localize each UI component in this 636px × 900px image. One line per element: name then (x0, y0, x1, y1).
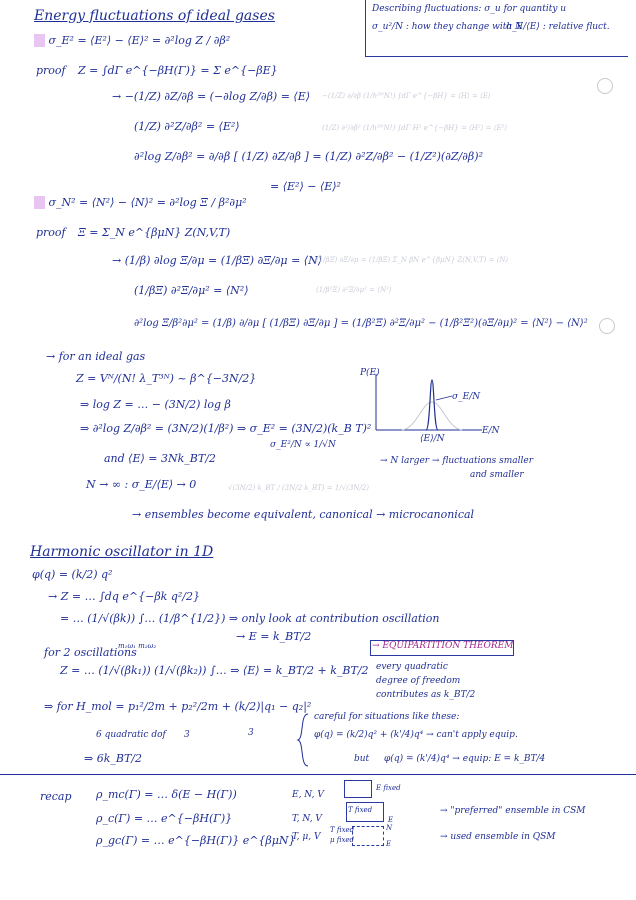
recap-note-c: → "preferred" ensemble in CSM (440, 806, 586, 816)
proof-xi: Ξ = Σ_N e^{βμN} Z(N,V,T) (78, 226, 231, 239)
particle-step-2: (1/βΞ) ∂²Ξ/∂μ² = ⟨N²⟩ (134, 284, 249, 297)
energy-step-3: ∂²log Z/∂β² = ∂/∂β [ (1/Z) ∂Z/∂β ] = (1/Z) ∂²Z/∂β² − (1/Z²)(∂Z/∂β)² (134, 150, 483, 163)
recap-fig-gc-n: N (386, 824, 393, 832)
recap-fig-gc-e: E (386, 840, 392, 848)
recap-fig-mc (344, 780, 372, 798)
equipartition-line-1: every quadratic (376, 662, 448, 672)
graph-note-1: → N larger → fluctuations smaller (380, 456, 534, 466)
ideal-gas-logz: ⇒ log Z = … − (3N/2) log β (80, 398, 231, 411)
ideal-gas-d2: ⇒ ∂²log Z/∂β² = (3N/2)(1/β²) ⇒ σ_E² = (3N/2)(k_B T)² (80, 422, 372, 435)
thermodynamic-limit: N → ∞ : σ_E/⟨E⟩ → 0 (86, 478, 197, 491)
ideal-gas-intro: → for an ideal gas (46, 350, 146, 363)
margin-ring-2 (599, 318, 615, 334)
energy-step-2: (1/Z) ∂²Z/∂β² = ⟨E²⟩ (134, 120, 240, 133)
graph-x-label: E/N (482, 426, 500, 436)
energy-step-1: → −(1/Z) ∂Z/∂β = (−∂log Z/∂β) = ⟨E⟩ (112, 90, 311, 103)
energy-ghost-1: −(1/Z) ∂/∂β (1/h³ᴺN!) ∫dΓ e^{−βH} = ⟨H⟩ = ⟨E⟩ (322, 92, 491, 100)
box-line-1: Describing fluctuations: σ_u for quantity u (372, 4, 567, 14)
recap-fig-gc-label-b: μ fixed (330, 836, 355, 844)
curly-brace (296, 712, 310, 768)
recap-fig-c-e: E (388, 816, 394, 824)
oscillator-z: → Z = … ∫dq e^{−βk q²/2} (48, 590, 200, 603)
proof-label-1: proof (36, 64, 66, 77)
energy-ghost-2: (1/Z) ∂²/∂β² (1/h³ᴺN!) ∫dΓ H² e^{−βH} = ⟨H²⟩ = ⟨E²⟩ (322, 124, 508, 132)
recap-fig-mc-label: E fixed (376, 784, 401, 792)
ideal-gas-mean-e: and ⟨E⟩ = 3Nk_BT/2 (104, 452, 216, 465)
pure-quartic: φ(q) = (k'/4)q⁴ → equip: E = k_BT/4 (384, 754, 546, 764)
recap-vars-mc: E, N, V (292, 790, 324, 800)
particle-ghost-1: (1/βΞ) ∂Ξ/∂μ = (1/βΞ) Σ_N βN e^{βμN} Z(N,V,T) = ⟨N⟩ (316, 256, 509, 264)
recap-formula-gc: ρ_gc(Γ) = … e^{−βH(Γ)} e^{βμN} (96, 834, 296, 847)
particle-step-3: ∂²log Ξ/β²∂μ² = (1/β) ∂/∂μ [ (1/βΞ) ∂Ξ/∂μ ] = (1/β²Ξ) ∂²Ξ/∂μ² − (1/β²Ξ²)(∂Ξ/∂μ)² = ⟨N²⟩ − ⟨N⟩² (134, 318, 588, 329)
ideal-gas-ratio: σ_E²/N ∝ 1/√N (270, 440, 336, 450)
recap-label: recap (40, 790, 72, 803)
box-line-2: σ_u²/N : how they change with N (372, 22, 523, 32)
molecule-result: ⇒ 6k_BT/2 (84, 752, 143, 765)
sigma-e-highlight (34, 34, 45, 47)
graph-narrow-curve (426, 380, 438, 430)
graph-annotation: σ_E/N (452, 392, 481, 402)
recap-divider (0, 774, 636, 775)
section-title-energy: Energy fluctuations of ideal gases (34, 8, 275, 24)
molecule-hamiltonian: ⇒ for H_mol = p₁²/2m + p₂²/2m + (k/2)|q₁ − q₂|² (44, 700, 312, 713)
recap-fig-gc (352, 826, 384, 846)
careful-note: careful for situations like these: (314, 712, 460, 722)
probability-graph (372, 372, 492, 442)
recap-formula-c: ρ_c(Γ) = … e^{−βH(Γ)} (96, 812, 233, 825)
sigma-n-text: σ_N² = ⟨N²⟩ − ⟨N⟩² = ∂²log Ξ / β²∂μ² (48, 196, 247, 209)
particle-ghost-2: (1/β²Ξ) ∂²Ξ/∂μ² = ⟨N²⟩ (316, 286, 392, 294)
oscillator-phi: φ(q) = (k/2) q² (32, 568, 113, 581)
recap-formula-mc: ρ_mc(Γ) = … δ(E − H(Γ)) (96, 788, 237, 801)
two-oscillators-label: for 2 oscillations (44, 646, 137, 659)
proof-label-2: proof (36, 226, 66, 239)
equipartition-title: → EQUIPARTITION THEOREM (372, 641, 514, 651)
sigma-e-text: σ_E² = ⟨E²⟩ − ⟨E⟩² = ∂²log Z / ∂β² (48, 34, 231, 47)
graph-annotation-arrow (436, 396, 452, 400)
quadratic-dof: 6 quadratic dof (96, 730, 166, 740)
section-title-oscillator: Harmonic oscillator in 1D (30, 544, 214, 560)
recap-fig-c-label: T fixed (348, 806, 373, 814)
sigma-e-definition (34, 34, 230, 47)
ensembles-equivalent: → ensembles become equivalent, canonical → microcanonical (132, 508, 475, 521)
energy-step-4: = ⟨E²⟩ − ⟨E⟩² (270, 180, 341, 193)
graph-wide-curve (402, 402, 462, 430)
particle-step-1: → (1/β) ∂log Ξ/∂μ = (1/βΞ) ∂Ξ/∂μ = ⟨N⟩ (112, 254, 322, 267)
sigma-n-definition (34, 196, 247, 209)
quartic-potential: φ(q) = (k/2)q² + (k'/4)q⁴ → can't apply equip. (314, 730, 518, 740)
but-label: but (354, 754, 370, 764)
dof-count-a: 3 (184, 730, 190, 740)
box-line-3: σ_E/⟨E⟩ : relative fluct. (506, 22, 610, 32)
recap-vars-c: T, N, V (292, 814, 322, 824)
proof-z: Z = ∫dΓ e^{−βH(Γ)} = Σ e^{−βE} (78, 64, 278, 77)
ideal-gas-z: Z = Vᴺ/(N! λ_T³ᴺ) ~ β^{−3N/2} (76, 372, 257, 385)
recap-fig-gc-label-a: T fixed (330, 826, 355, 834)
graph-note-2: and smaller (470, 470, 524, 480)
two-oscillators-params: m₁ω₁ m₂ω₂ (118, 642, 157, 650)
limit-ghost: √(3N/2) k_BT / (3N/2 k_BT) = 1/√(3N/2) (228, 484, 369, 492)
margin-ring-1 (597, 78, 613, 94)
equipartition-line-3: contributes as k_BT/2 (376, 690, 476, 700)
equipartition-line-2: degree of freedom (376, 676, 461, 686)
recap-vars-gc: T, μ, V (292, 832, 321, 842)
recap-note-gc: → used ensemble in QSM (440, 832, 556, 842)
graph-y-label: P(E) (360, 368, 380, 378)
graph-mean-label: ⟨E⟩/N (420, 434, 445, 444)
oscillator-z-2: = … (1/√(βk)) ∫… (1/β^{1/2}) ⇒ only look at contribution oscillation (60, 612, 440, 625)
oscillator-energy: → E = k_BT/2 (236, 630, 312, 643)
dof-count-b: 3 (248, 728, 254, 738)
two-oscillators-z: Z = … (1/√(βk₁)) (1/√(βk₂)) ∫… ⇒ ⟨E⟩ = k_BT/2 + k_BT/2 (60, 664, 369, 677)
sigma-n-highlight (34, 196, 45, 209)
